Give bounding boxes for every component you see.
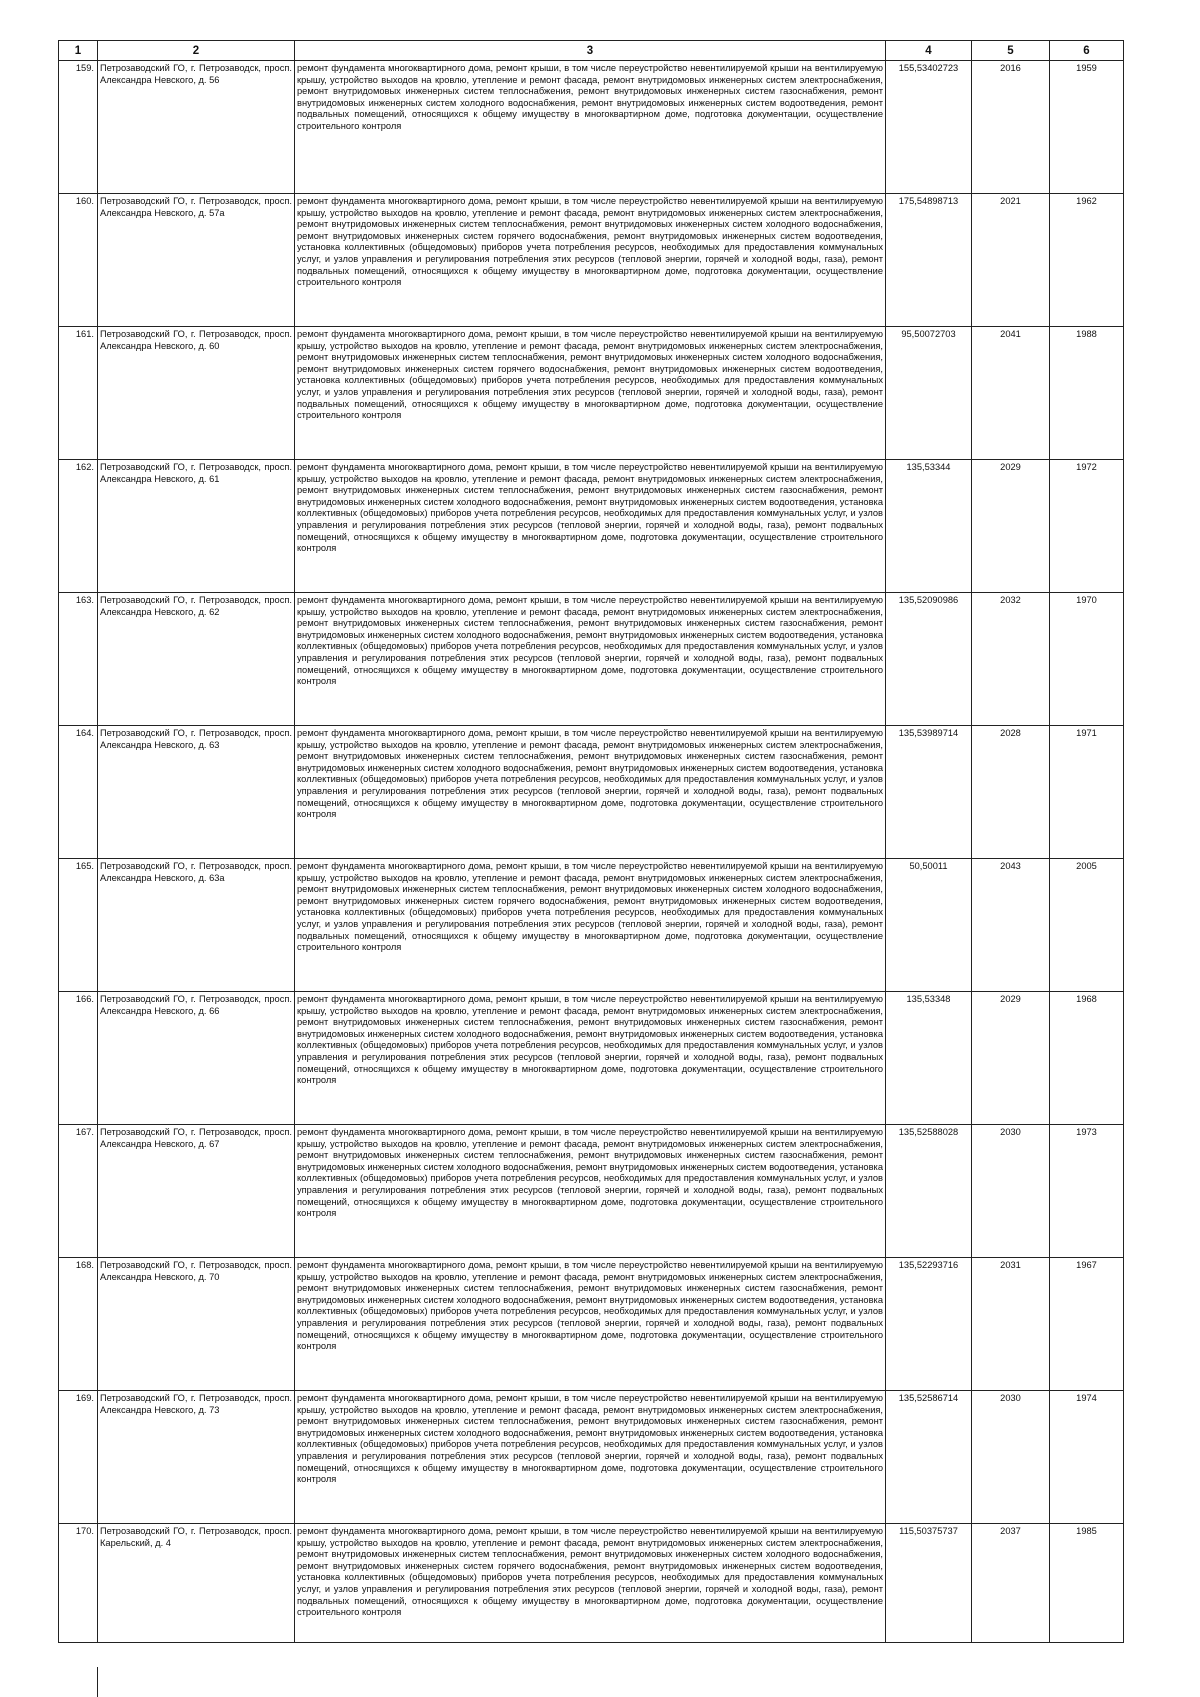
address-cell: Петрозаводский ГО, г. Петрозаводск, просп. Александра Невского, д. 61 xyxy=(98,460,295,593)
row-number: 160. xyxy=(59,194,98,327)
address-cell: Петрозаводский ГО, г. Петрозаводск, просп. Карельский, д. 4 xyxy=(98,1524,295,1643)
cost-cell: 135,53348 xyxy=(886,992,972,1125)
row-number: 163. xyxy=(59,593,98,726)
repair-program-table xyxy=(58,40,1124,1643)
works-cell: ремонт фундамента многоквартирного дома, ремонт крыши, в том числе переустройство невентилируемой крыши на вентилируемую крышу, устройство выходов на кровлю, утепление и ремонт фасада, ремонт внутридомовых инженерных систем электроснабжения, ремонт внутридомовых инженерных систем теплоснабжения, ремонт внутридомовых инженерных систем газоснабжения, ремонт внутридомовых инженерных систем холодного водоснабжения, ремонт внутридомовых инженерных систем водоотведения, установка коллективных (общедомовых) приборов учета потребления ресурсов, необходимых для предоставления коммунальных услуг, и узлов управления и регулирования потребления этих ресурсов (тепловой энергии, горячей и холодной воды, газа), ремонт подвальных помещений, относящихся к общему имуществу в многоквартирном доме, подготовка документации, осуществление строительного контроля xyxy=(295,726,886,859)
works-cell: ремонт фундамента многоквартирного дома, ремонт крыши, в том числе переустройство невентилируемой крыши на вентилируемую крышу, устройство выходов на кровлю, утепление и ремонт фасада, ремонт внутридомовых инженерных систем электроснабжения, ремонт внутридомовых инженерных систем теплоснабжения, ремонт внутридомовых инженерных систем газоснабжения, ремонт внутридомовых инженерных систем холодного водоснабжения, ремонт внутридомовых инженерных систем водоотведения, ремонт подвальных помещений, относящихся к общему имуществу в многоквартирном доме, подготовка документации, осуществление строительного контроля xyxy=(295,61,886,194)
works-cell: ремонт фундамента многоквартирного дома, ремонт крыши, в том числе переустройство невентилируемой крыши на вентилируемую крышу, устройство выходов на кровлю, утепление и ремонт фасада, ремонт внутридомовых инженерных систем электроснабжения, ремонт внутридомовых инженерных систем теплоснабжения, ремонт внутридомовых инженерных систем холодного водоснабжения, ремонт внутридомовых инженерных систем горячего водоснабжения, ремонт внутридомовых инженерных систем водоотведения, установка коллективных (общедомовых) приборов учета потребления ресурсов, необходимых для предоставления коммунальных услуг, и узлов управления и регулирования потребления этих ресурсов (тепловой энергии, горячей и холодной воды, газа), ремонт подвальных помещений, относящихся к общему имуществу в многоквартирном доме, подготовка документации, осуществление строительного контроля xyxy=(295,859,886,992)
column-header-4: 4 xyxy=(886,41,972,61)
cost-cell: 135,52293716 xyxy=(886,1258,972,1391)
table-row xyxy=(59,460,1124,593)
cost-cell: 135,52588028 xyxy=(886,1125,972,1258)
row-number: 167. xyxy=(59,1125,98,1258)
address-cell: Петрозаводский ГО, г. Петрозаводск, просп. Александра Невского, д. 67 xyxy=(98,1125,295,1258)
repair-year-cell: 2043 xyxy=(972,859,1050,992)
row-number: 166. xyxy=(59,992,98,1125)
table-continuation-border xyxy=(97,1667,98,1697)
cost-cell: 50,50011 xyxy=(886,859,972,992)
built-year-cell: 1971 xyxy=(1050,726,1124,859)
address-cell: Петрозаводский ГО, г. Петрозаводск, просп. Александра Невского, д. 60 xyxy=(98,327,295,460)
built-year-cell: 1985 xyxy=(1050,1524,1124,1643)
address-cell: Петрозаводский ГО, г. Петрозаводск, просп. Александра Невского, д. 63а xyxy=(98,859,295,992)
table-row xyxy=(59,992,1124,1125)
row-number: 168. xyxy=(59,1258,98,1391)
table-row xyxy=(59,194,1124,327)
works-cell: ремонт фундамента многоквартирного дома, ремонт крыши, в том числе переустройство невентилируемой крыши на вентилируемую крышу, устройство выходов на кровлю, утепление и ремонт фасада, ремонт внутридомовых инженерных систем электроснабжения, ремонт внутридомовых инженерных систем теплоснабжения, ремонт внутридомовых инженерных систем газоснабжения, ремонт внутридомовых инженерных систем холодного водоснабжения, ремонт внутридомовых инженерных систем водоотведения, установка коллективных (общедомовых) приборов учета потребления ресурсов, необходимых для предоставления коммунальных услуг, и узлов управления и регулирования потребления этих ресурсов (тепловой энергии, горячей и холодной воды, газа), ремонт подвальных помещений, относящихся к общему имуществу в многоквартирном доме, подготовка документации, осуществление строительного контроля xyxy=(295,992,886,1125)
repair-year-cell: 2030 xyxy=(972,1391,1050,1524)
built-year-cell: 1968 xyxy=(1050,992,1124,1125)
built-year-cell: 1972 xyxy=(1050,460,1124,593)
address-cell: Петрозаводский ГО, г. Петрозаводск, просп. Александра Невского, д. 73 xyxy=(98,1391,295,1524)
built-year-cell: 1974 xyxy=(1050,1391,1124,1524)
column-header-2: 2 xyxy=(98,41,295,61)
repair-year-cell: 2021 xyxy=(972,194,1050,327)
row-number: 165. xyxy=(59,859,98,992)
table-row xyxy=(59,1258,1124,1391)
address-cell: Петрозаводский ГО, г. Петрозаводск, просп. Александра Невского, д. 66 xyxy=(98,992,295,1125)
works-cell: ремонт фундамента многоквартирного дома, ремонт крыши, в том числе переустройство невентилируемой крыши на вентилируемую крышу, устройство выходов на кровлю, утепление и ремонт фасада, ремонт внутридомовых инженерных систем электроснабжения, ремонт внутридомовых инженерных систем теплоснабжения, ремонт внутридомовых инженерных систем газоснабжения, ремонт внутридомовых инженерных систем холодного водоснабжения, ремонт внутридомовых инженерных систем водоотведения, установка коллективных (общедомовых) приборов учета потребления ресурсов, необходимых для предоставления коммунальных услуг, и узлов управления и регулирования потребления этих ресурсов (тепловой энергии, горячей и холодной воды, газа), ремонт подвальных помещений, относящихся к общему имуществу в многоквартирном доме, подготовка документации, осуществление строительного контроля xyxy=(295,1125,886,1258)
address-cell: Петрозаводский ГО, г. Петрозаводск, просп. Александра Невского, д. 57а xyxy=(98,194,295,327)
repair-year-cell: 2028 xyxy=(972,726,1050,859)
built-year-cell: 1973 xyxy=(1050,1125,1124,1258)
table-row xyxy=(59,726,1124,859)
table-row xyxy=(59,1125,1124,1258)
column-header-6: 6 xyxy=(1050,41,1124,61)
address-cell: Петрозаводский ГО, г. Петрозаводск, просп. Александра Невского, д. 63 xyxy=(98,726,295,859)
works-cell: ремонт фундамента многоквартирного дома, ремонт крыши, в том числе переустройство невентилируемой крыши на вентилируемую крышу, устройство выходов на кровлю, утепление и ремонт фасада, ремонт внутридомовых инженерных систем электроснабжения, ремонт внутридомовых инженерных систем теплоснабжения, ремонт внутридомовых инженерных систем газоснабжения, ремонт внутридомовых инженерных систем холодного водоснабжения, ремонт внутридомовых инженерных систем водоотведения, установка коллективных (общедомовых) приборов учета потребления ресурсов, необходимых для предоставления коммунальных услуг, и узлов управления и регулирования потребления этих ресурсов (тепловой энергии, горячей и холодной воды, газа), ремонт подвальных помещений, относящихся к общему имуществу в многоквартирном доме, подготовка документации, осуществление строительного контроля xyxy=(295,460,886,593)
built-year-cell: 1988 xyxy=(1050,327,1124,460)
cost-cell: 95,50072703 xyxy=(886,327,972,460)
works-cell: ремонт фундамента многоквартирного дома, ремонт крыши, в том числе переустройство невентилируемой крыши на вентилируемую крышу, устройство выходов на кровлю, утепление и ремонт фасада, ремонт внутридомовых инженерных систем электроснабжения, ремонт внутридомовых инженерных систем теплоснабжения, ремонт внутридомовых инженерных систем холодного водоснабжения, ремонт внутридомовых инженерных систем горячего водоснабжения, ремонт внутридомовых инженерных систем водоотведения, установка коллективных (общедомовых) приборов учета потребления ресурсов, необходимых для предоставления коммунальных услуг, и узлов управления и регулирования потребления этих ресурсов (тепловой энергии, горячей и холодной воды, газа), ремонт подвальных помещений, относящихся к общему имуществу в многоквартирном доме, подготовка документации, осуществление строительного контроля xyxy=(295,327,886,460)
repair-year-cell: 2016 xyxy=(972,61,1050,194)
cost-cell: 155,53402723 xyxy=(886,61,972,194)
built-year-cell: 2005 xyxy=(1050,859,1124,992)
column-number-header-row xyxy=(59,41,1124,61)
built-year-cell: 1962 xyxy=(1050,194,1124,327)
row-number: 164. xyxy=(59,726,98,859)
column-header-1: 1 xyxy=(59,41,98,61)
built-year-cell: 1970 xyxy=(1050,593,1124,726)
works-cell: ремонт фундамента многоквартирного дома, ремонт крыши, в том числе переустройство невентилируемой крыши на вентилируемую крышу, устройство выходов на кровлю, утепление и ремонт фасада, ремонт внутридомовых инженерных систем электроснабжения, ремонт внутридомовых инженерных систем теплоснабжения, ремонт внутридомовых инженерных систем газоснабжения, ремонт внутридомовых инженерных систем холодного водоснабжения, ремонт внутридомовых инженерных систем водоотведения, установка коллективных (общедомовых) приборов учета потребления ресурсов, необходимых для предоставления коммунальных услуг, и узлов управления и регулирования потребления этих ресурсов (тепловой энергии, горячей и холодной воды, газа), ремонт подвальных помещений, относящихся к общему имуществу в многоквартирном доме, подготовка документации, осуществление строительного контроля xyxy=(295,1391,886,1524)
table-row xyxy=(59,1391,1124,1524)
works-cell: ремонт фундамента многоквартирного дома, ремонт крыши, в том числе переустройство невентилируемой крыши на вентилируемую крышу, устройство выходов на кровлю, утепление и ремонт фасада, ремонт внутридомовых инженерных систем электроснабжения, ремонт внутридомовых инженерных систем теплоснабжения, ремонт внутридомовых инженерных систем холодного водоснабжения, ремонт внутридомовых инженерных систем горячего водоснабжения, ремонт внутридомовых инженерных систем водоотведения, установка коллективных (общедомовых) приборов учета потребления ресурсов, необходимых для предоставления коммунальных услуг, и узлов управления и регулирования потребления этих ресурсов (тепловой энергии, горячей и холодной воды, газа), ремонт подвальных помещений, относящихся к общему имуществу в многоквартирном доме, подготовка документации, осуществление строительного контроля xyxy=(295,1524,886,1643)
cost-cell: 135,53344 xyxy=(886,460,972,593)
row-number: 159. xyxy=(59,61,98,194)
address-cell: Петрозаводский ГО, г. Петрозаводск, просп. Александра Невского, д. 56 xyxy=(98,61,295,194)
cost-cell: 135,53989714 xyxy=(886,726,972,859)
table-row xyxy=(59,327,1124,460)
address-cell: Петрозаводский ГО, г. Петрозаводск, просп. Александра Невского, д. 70 xyxy=(98,1258,295,1391)
cost-cell: 115,50375737 xyxy=(886,1524,972,1643)
row-number: 170. xyxy=(59,1524,98,1643)
address-cell: Петрозаводский ГО, г. Петрозаводск, просп. Александра Невского, д. 62 xyxy=(98,593,295,726)
repair-year-cell: 2031 xyxy=(972,1258,1050,1391)
repair-year-cell: 2041 xyxy=(972,327,1050,460)
row-number: 169. xyxy=(59,1391,98,1524)
repair-year-cell: 2029 xyxy=(972,460,1050,593)
cost-cell: 135,52090986 xyxy=(886,593,972,726)
column-header-3: 3 xyxy=(295,41,886,61)
table-row xyxy=(59,593,1124,726)
built-year-cell: 1959 xyxy=(1050,61,1124,194)
repair-year-cell: 2037 xyxy=(972,1524,1050,1643)
repair-year-cell: 2029 xyxy=(972,992,1050,1125)
table-row xyxy=(59,859,1124,992)
cost-cell: 175,54898713 xyxy=(886,194,972,327)
built-year-cell: 1967 xyxy=(1050,1258,1124,1391)
works-cell: ремонт фундамента многоквартирного дома, ремонт крыши, в том числе переустройство невентилируемой крыши на вентилируемую крышу, устройство выходов на кровлю, утепление и ремонт фасада, ремонт внутридомовых инженерных систем электроснабжения, ремонт внутридомовых инженерных систем теплоснабжения, ремонт внутридомовых инженерных систем газоснабжения, ремонт внутридомовых инженерных систем холодного водоснабжения, ремонт внутридомовых инженерных систем водоотведения, установка коллективных (общедомовых) приборов учета потребления ресурсов, необходимых для предоставления коммунальных услуг, и узлов управления и регулирования потребления этих ресурсов (тепловой энергии, горячей и холодной воды, газа), ремонт подвальных помещений, относящихся к общему имуществу в многоквартирном доме, подготовка документации, осуществление строительного контроля xyxy=(295,593,886,726)
works-cell: ремонт фундамента многоквартирного дома, ремонт крыши, в том числе переустройство невентилируемой крыши на вентилируемую крышу, устройство выходов на кровлю, утепление и ремонт фасада, ремонт внутридомовых инженерных систем электроснабжения, ремонт внутридомовых инженерных систем теплоснабжения, ремонт внутридомовых инженерных систем газоснабжения, ремонт внутридомовых инженерных систем холодного водоснабжения, ремонт внутридомовых инженерных систем водоотведения, установка коллективных (общедомовых) приборов учета потребления ресурсов, необходимых для предоставления коммунальных услуг, и узлов управления и регулирования потребления этих ресурсов (тепловой энергии, горячей и холодной воды, газа), ремонт подвальных помещений, относящихся к общему имуществу в многоквартирном доме, подготовка документации, осуществление строительного контроля xyxy=(295,1258,886,1391)
column-header-5: 5 xyxy=(972,41,1050,61)
row-number: 161. xyxy=(59,327,98,460)
table-row xyxy=(59,61,1124,194)
cost-cell: 135,52586714 xyxy=(886,1391,972,1524)
row-number: 162. xyxy=(59,460,98,593)
table-row xyxy=(59,1524,1124,1643)
repair-year-cell: 2030 xyxy=(972,1125,1050,1258)
repair-year-cell: 2032 xyxy=(972,593,1050,726)
works-cell: ремонт фундамента многоквартирного дома, ремонт крыши, в том числе переустройство невентилируемой крыши на вентилируемую крышу, устройство выходов на кровлю, утепление и ремонт фасада, ремонт внутридомовых инженерных систем электроснабжения, ремонт внутридомовых инженерных систем теплоснабжения, ремонт внутридомовых инженерных систем холодного водоснабжения, ремонт внутридомовых инженерных систем горячего водоснабжения, ремонт внутридомовых инженерных систем водоотведения, установка коллективных (общедомовых) приборов учета потребления ресурсов, необходимых для предоставления коммунальных услуг, и узлов управления и регулирования потребления этих ресурсов (тепловой энергии, горячей и холодной воды, газа), ремонт подвальных помещений, относящихся к общему имуществу в многоквартирном доме, подготовка документации, осуществление строительного контроля xyxy=(295,194,886,327)
